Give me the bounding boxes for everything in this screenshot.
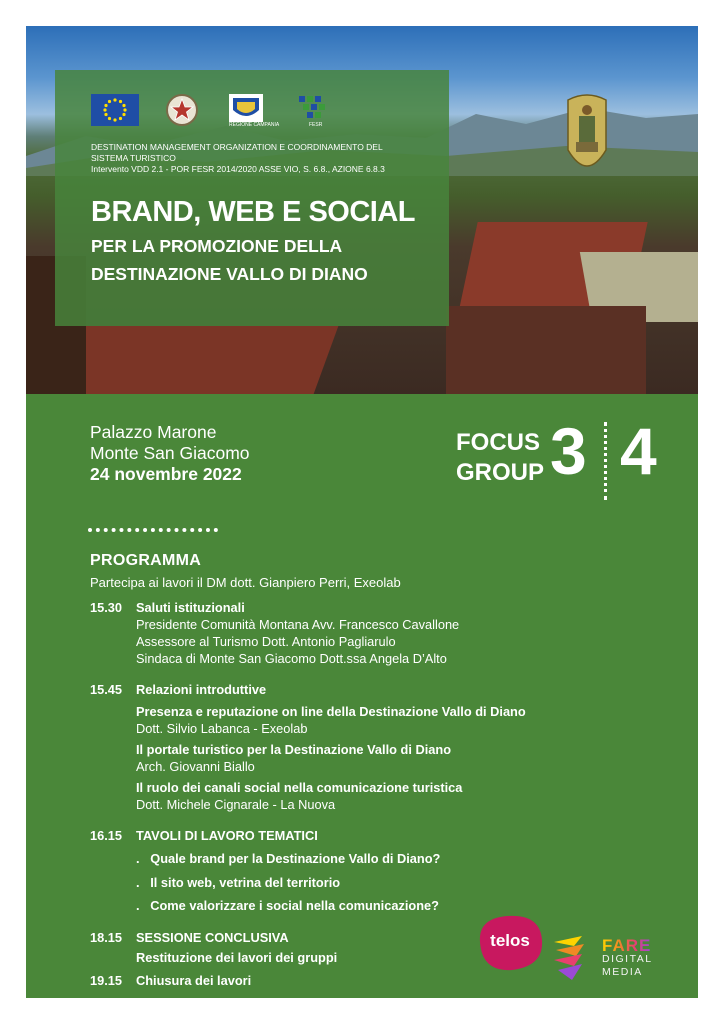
dmo-text [91, 142, 441, 175]
title-overlay [55, 70, 449, 326]
list-item-text: Il sito web, vetrina del territorio [150, 875, 341, 890]
header-photo [26, 26, 698, 394]
dotted-divider-vertical [604, 422, 607, 500]
poster [26, 26, 698, 998]
session-line: Sindaca di Monte San Giacomo Dott.ssa Angela D’Alto [136, 651, 447, 666]
bullet: . [136, 875, 140, 890]
fesr-logo-icon [297, 94, 333, 128]
media-word: MEDIA [602, 966, 643, 978]
focus-group-label [456, 428, 544, 488]
venue-block [90, 422, 250, 485]
telos-logo-icon [472, 912, 546, 972]
session-time: 16.15 [90, 828, 123, 843]
venue-town: Monte San Giacomo [90, 443, 250, 463]
eu-flag-icon [91, 94, 139, 126]
list-item [136, 851, 440, 866]
programma-title: PROGRAMMA [90, 552, 202, 569]
session-time: 15.45 [90, 682, 123, 697]
focus-number-4: 4 [620, 414, 657, 488]
fare-word: FARE [602, 936, 652, 955]
list-item-text: Come valorizzare i social nella comunicazione? [150, 898, 439, 913]
dmo-line: SISTEMA TURISTICO [91, 153, 176, 163]
fare-digital-media-logo-icon [552, 934, 586, 982]
telos-wordmark: telos [490, 931, 530, 950]
talk-title: Il portale turistico per la Destinazione Vallo di Diano [136, 742, 452, 757]
venue-name: Palazzo Marone [90, 422, 217, 442]
session-heading: SESSIONE CONCLUSIVA [136, 930, 289, 945]
session-time: 19.15 [90, 973, 123, 988]
talk-title: Il ruolo dei canali social nella comunicazione turistica [136, 780, 463, 795]
session-time: 15.30 [90, 600, 123, 615]
fesr-caption: FESR [309, 122, 323, 128]
subtitle-line: DESTINAZIONE VALLO DI DIANO [91, 264, 368, 284]
campania-caption: REGIONE CAMPANIA [229, 122, 280, 128]
regione-campania-logo-icon [227, 94, 280, 128]
talk-speaker: Dott. Silvio Labanca - Exeolab [136, 721, 308, 736]
roof-shape [54, 326, 339, 394]
subtitle-line: PER LA PROMOZIONE DELLA [91, 236, 343, 256]
talk-title: Presenza e reputazione on line della Destinazione Vallo di Diano [136, 704, 526, 719]
session-line: Assessore al Turismo Dott. Antonio Pagliarulo [136, 634, 396, 649]
italian-emblem-icon [165, 92, 199, 128]
bullet: . [136, 851, 140, 866]
program-panel [26, 394, 698, 998]
bullet: . [136, 898, 140, 913]
session-line: Presidente Comunità Montana Avv. Francesco Cavallone [136, 617, 460, 632]
session-heading: Saluti istituzionali [136, 600, 245, 615]
group-word: GROUP [456, 459, 545, 486]
talk-speaker: Dott. Michele Cignarale - La Nuova [136, 797, 336, 812]
dotted-divider [88, 528, 218, 532]
session-line: Restituzione dei lavori dei gruppi [136, 950, 338, 965]
dmo-line: Intervento VDD 2.1 - POR FESR 2014/2020 ASSE VIO, S. 6.8., AZIONE 6.8.3 [91, 164, 385, 174]
session-heading: TAVOLI DI LAVORO TEMATICI [136, 828, 318, 843]
session-heading: Relazioni introduttive [136, 682, 267, 697]
roof-shape [446, 306, 646, 394]
focus-number-3: 3 [550, 414, 587, 488]
event-date: 24 novembre 2022 [90, 464, 242, 484]
list-item [136, 898, 439, 913]
dmo-line: DESTINATION MANAGEMENT ORGANIZATION E COORDINAMENTO DEL [91, 142, 383, 152]
list-item-text: Quale brand per la Destinazione Vallo di Diano? [150, 851, 441, 866]
page-title: BRAND, WEB E SOCIAL [91, 196, 415, 228]
session-heading: Chiusura dei lavori [136, 973, 252, 988]
town-crest-icon [564, 90, 610, 186]
focus-word: FOCUS [456, 429, 540, 456]
talk-speaker: Arch. Giovanni Biallo [136, 759, 255, 774]
programma-intro: Partecipa ai lavori il DM dott. Gianpiero Perri, Exeolab [90, 575, 401, 590]
session-time: 18.15 [90, 930, 123, 945]
digital-word: DIGITAL [602, 953, 653, 965]
list-item [136, 875, 340, 890]
fare-digital-media-wordmark [602, 936, 653, 979]
